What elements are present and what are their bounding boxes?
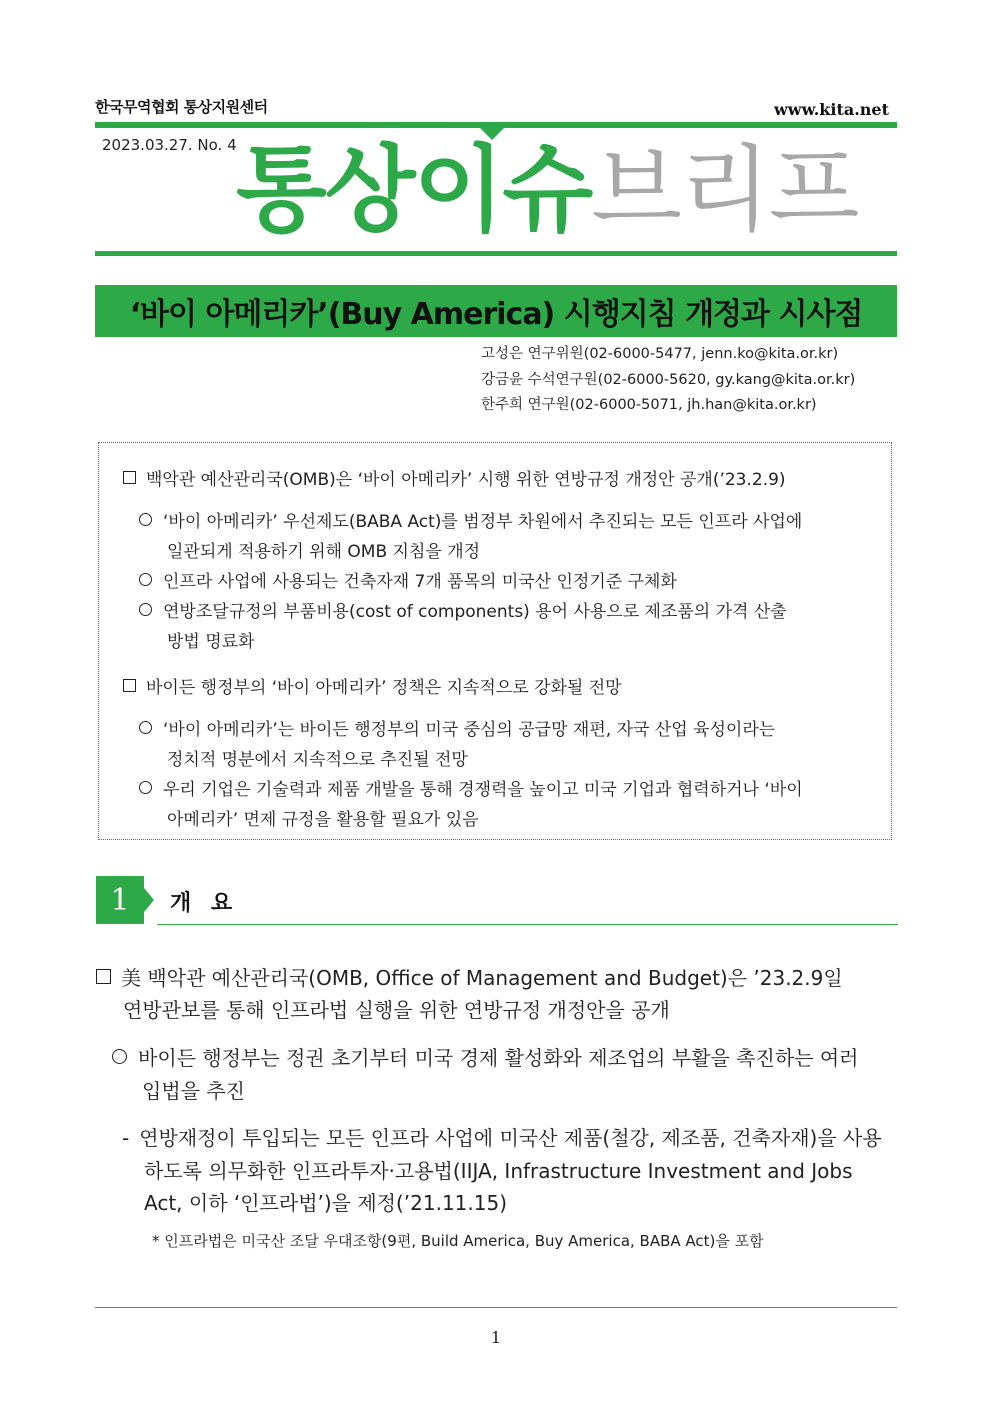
summary-bullet-cont: 정치적 명분에서 지속적으로 추진될 전망	[167, 750, 468, 770]
square-bullet-icon	[123, 471, 136, 484]
summary-box	[98, 442, 892, 840]
author-2: 강금윤 수석연구원(02-6000-5620, gy.kang@kita.or.kr)	[481, 371, 856, 388]
circle-bullet-icon	[112, 1049, 127, 1064]
summary-bullet-cont: 일관되게 적용하기 위해 OMB 지침을 개정	[167, 542, 481, 562]
publication-logo	[236, 136, 858, 246]
issue-date: 2023.03.27. No. 4	[102, 136, 237, 154]
summary-bullet: 우리 기업은 기술력과 제품 개발을 통해 경쟁력을 높이고 미국 기업과 협력하거나 ‘바이	[139, 775, 803, 800]
section-arrow-icon	[144, 888, 154, 912]
circle-bullet-icon	[139, 781, 152, 794]
dash-bullet: -	[122, 1126, 130, 1150]
logo-green-text: 통상이슈	[236, 136, 592, 245]
summary-bullet-cont: 아메리카’ 면제 규정을 활용할 필요가 있음	[167, 810, 479, 830]
footnote: * 인프라법은 미국산 조달 우대조항(9편, Build America, Buy America, BABA Act)을 포함	[152, 1232, 764, 1250]
footer-rule	[95, 1307, 897, 1308]
title-banner	[95, 285, 897, 337]
organization-name: 한국무역협회 통상지원센터	[95, 98, 268, 116]
circle-bullet-icon	[139, 721, 152, 734]
section-title: 개 요	[170, 891, 239, 916]
body-bullet-cont: 입법을 추진	[142, 1079, 245, 1103]
logo-rule	[95, 251, 897, 256]
page-number: 1	[490, 1328, 502, 1347]
section-number: 1	[96, 876, 144, 924]
summary-bullet: ‘바이 아메리카’ 우선제도(BABA Act)를 범정부 차원에서 추진되는 모든 인프라 사업에	[139, 507, 879, 532]
report-title: ‘바이 아메리카’(Buy America) 시행지침 개정과 시사점	[129, 297, 863, 332]
body-bullet: 바이든 행정부는 정권 초기부터 미국 경제 활성화와 제조업의 부활을 촉진하는 여러	[112, 1042, 858, 1071]
circle-bullet-icon	[139, 573, 152, 586]
body-paragraph-cont: 연방관보를 통해 인프라법 실행을 위한 연방규정 개정안을 공개	[123, 998, 670, 1022]
author-1: 고성은 연구위원(02-6000-5477, jenn.ko@kita.or.kr)	[481, 346, 839, 362]
circle-bullet-icon	[139, 513, 152, 526]
body-dash-cont: 하도록 의무화한 인프라투자·고용법(IIJA, Infrastructure Investment and Jobs	[144, 1159, 853, 1183]
website-url: www.kita.net	[774, 100, 889, 119]
author-list	[481, 342, 855, 419]
author-3: 한주희 연구원(02-6000-5071, jh.han@kita.or.kr)	[481, 397, 817, 413]
body-dash-item: - 연방재정이 투입되는 모든 인프라 사업에 미국산 제품(철강, 제조품, 건축자재)을 사용	[122, 1126, 882, 1150]
section-rule	[157, 924, 898, 925]
summary-bullet-cont: 방법 명료화	[167, 632, 255, 652]
body-paragraph: 美 백악관 예산관리국(OMB, Office of Management and Budget)은 ’23.2.9일	[96, 962, 843, 991]
summary-bullet: 연방조달규정의 부품비용(cost of components) 용어 사용으로 제조품의 가격 산출	[139, 597, 787, 622]
logo-gray-text: 브리프	[591, 136, 858, 245]
body-dash-cont: Act, 이하 ‘인프라법’)을 제정(’21.11.15)	[144, 1191, 508, 1215]
summary-bullet: ‘바이 아메리카’는 바이든 행정부의 미국 중심의 공급망 재편, 자국 산업 육성이라는	[139, 715, 775, 740]
summary-bullet: 인프라 사업에 사용되는 건축자재 7개 품목의 미국산 인정기준 구체화	[139, 567, 677, 592]
circle-bullet-icon	[139, 603, 152, 616]
summary-point-2: 바이든 행정부의 ‘바이 아메리카’ 정책은 지속적으로 강화될 전망	[123, 673, 622, 698]
square-bullet-icon	[96, 969, 111, 984]
summary-point-1: 백악관 예산관리국(OMB)은 ‘바이 아메리카’ 시행 위한 연방규정 개정안 공개(’23.2.9)	[123, 465, 786, 490]
square-bullet-icon	[123, 679, 136, 692]
